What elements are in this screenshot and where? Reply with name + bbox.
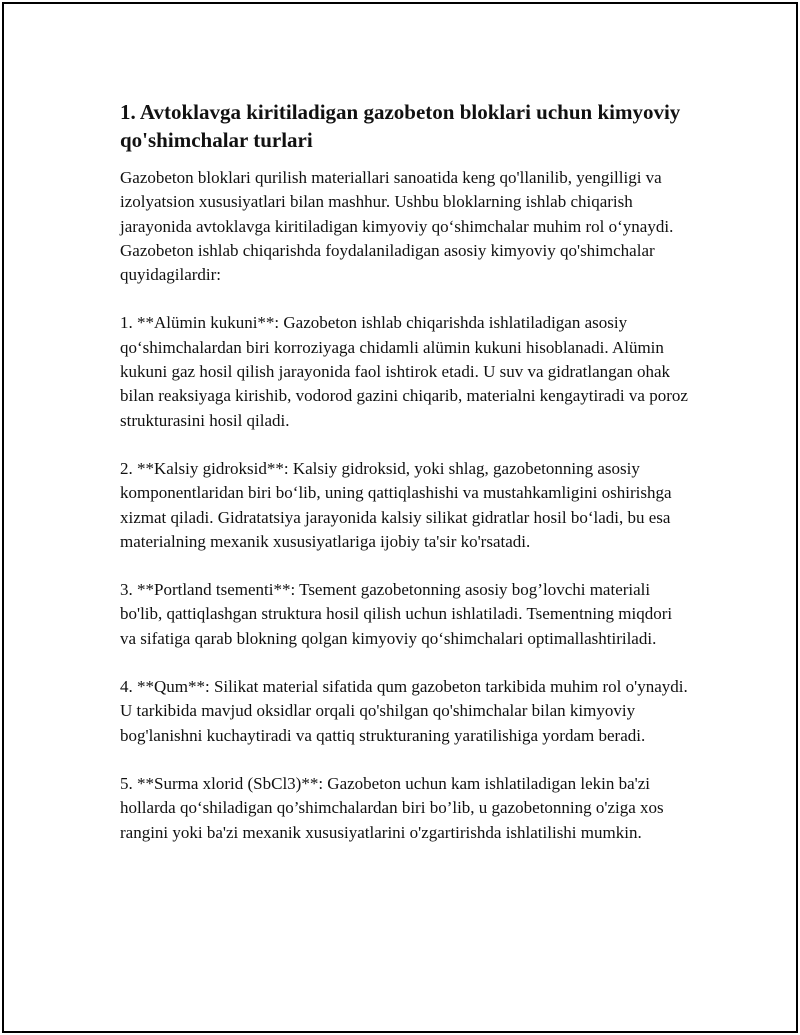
item-calcium-hydroxide: 2. **Kalsiy gidroksid**: Kalsiy gidroksid, yoki shlag, gazobetonning asosiy komponentlaridan biri bo‘lib, uning qattiqlashishi va mustahkamligini oshirishga xizmat qiladi. Gidratatsiya jarayonida kalsiy silikat gidratlar hosil bo‘ladi, bu esa materialning mexanik xususiyatlariga ijobiy ta'sir ko'rsatadi. [120, 458, 672, 551]
intro-paragraph: Gazobeton bloklari qurilish materiallari sanoatida keng qo'llanilib, yengilligi va izolyatsion xususiyatlari bilan mashhur. Ushbu bloklarning ishlab chiqarish jarayonida avtoklavga kiritiladigan kimyoviy qo‘shimchalar muhim rol o‘ynaydi. Gazobeton ishlab chiqarishda foydalaniladigan asosiy kimyoviy qo'shimchalar quyidagilardir: [120, 168, 674, 285]
item-aluminium-powder: 1. **Alümin kukuni**: Gazobeton ishlab chiqarishda ishlatiladigan asosiy qo‘shimchalardan biri korroziyaga chidamli alümin kukuni hisoblanadi. Alümin kukuni gaz hosil qilish jarayonida faol ishtirok etadi. U suv va gidratlangan ohak bilan reaksiyaga kirishib, vodorod gazini chiqarib, materialni kengaytiradi va poroz strukturasini hosil qiladi. [120, 313, 688, 430]
item-sand: 4. **Qum**: Silikat material sifatida qum gazobeton tarkibida muhim rol o'ynaydi. U tarkibida mavjud oksidlar orqali qo'shilgan qo'shimchalar bilan kimyoviy bog'lanishni kuchaytiradi va qattiq strukturaning yaratilishiga yordam beradi. [120, 677, 688, 745]
section-heading: 1. Avtoklavga kiritiladigan gazobeton bloklari uchun kimyoviy qo'shimchalar turlari [120, 100, 681, 152]
item-antimony-chloride: 5. **Surma xlorid (SbCl3)**: Gazobeton uchun kam ishlatiladigan lekin ba'zi hollarda qo‘shiladigan qo’shimchalardan biri bo’lib, u gazobetonning o'ziga xos rangini yoki ba'zi mexanik xususiyatlarini o'zgartirishda ishlatilishi mumkin. [120, 773, 664, 842]
document-page [2, 2, 798, 1033]
item-portland-cement: 3. **Portland tsementi**: Tsement gazobetonning asosiy bog’lovchi materiali bo'lib, qattiqlashgan struktura hosil qilish uchun ishlatiladi. Tsementning miqdori va sifatiga qarab blokning qolgan kimyoviy qo‘shimchalari optimallashtiriladi. [120, 580, 673, 648]
document-content [120, 98, 690, 869]
